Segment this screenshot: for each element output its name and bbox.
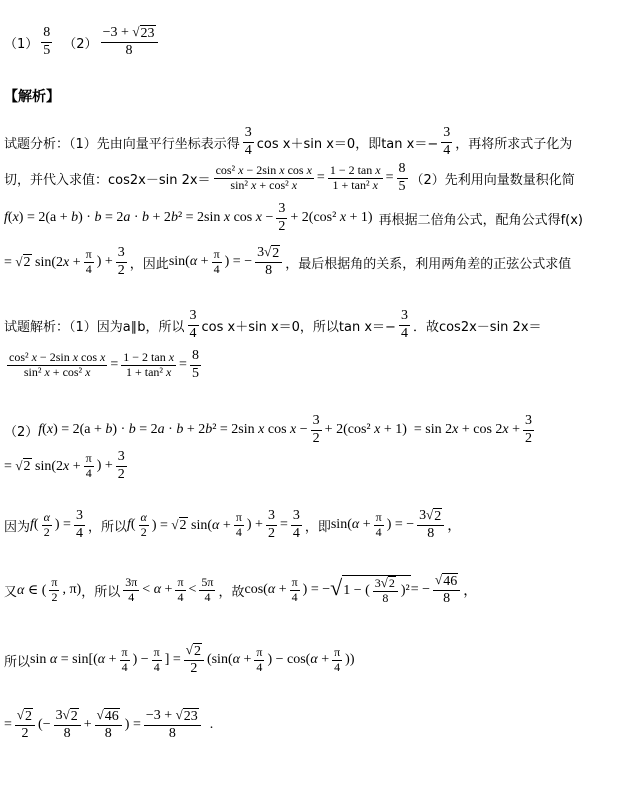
frac-3sqrt2-8: 3 √ 2 8	[417, 508, 444, 541]
frac-pi-4: $\frac{\pi}{4}$	[375, 509, 382, 539]
frac-alpha-2: α 2	[43, 509, 50, 539]
section-header	[4, 84, 60, 108]
frac-pi-4: $\frac{\pi}{4}$	[177, 574, 184, 604]
frac-3-4: 3 4	[244, 125, 252, 158]
solution-text-4: 因为	[4, 519, 31, 535]
answer-part1-label: （1）	[4, 36, 39, 52]
frac-tan: $\frac{\text{1 − 2 tan x}}{\text{1 + tan² x}}$	[329, 162, 381, 192]
analysis-line-4: = √ 2 sin(2x + $\frac{\pi}{4}$ ) + $\frac{3}{2}$ ，因此 sin(α + $\frac{\pi}{4}$ ) = − 3 √ 2 8 ，最后根据角的关系，利用两角差的正弦公式求值	[4, 244, 572, 278]
solution-line-8: = √ 2 2 (− 3 √ 2 8 + √ 46 8 ) = −3 + √ 23 8 .	[4, 707, 214, 741]
frac-3-4: $\frac{3}{4}$	[400, 308, 408, 341]
solution-line-1	[4, 305, 542, 345]
solution-line-4: = √ 2 sin(2x + $\frac{\pi}{4}$ ) + $\frac{3}{2}$	[4, 449, 125, 482]
frac-pi-4: $\frac{\pi}{4}$	[121, 644, 128, 674]
analysis-text-1: 试题分析：（1）先由向量平行坐标表示得	[4, 136, 240, 152]
frac-3pi-4: 3π 4	[125, 574, 138, 604]
solution-line-5: 因为 f( α 2 ) = $\frac{3}{4}$ ，所以 f( α 2 ) = √ 2 sin(α + $\frac{\pi}{4}$ ) + $\frac{3}{2}$ = $\frac{3}{4}$ ，即 sin(α + $\frac{\pi}{4}$ ) = − 3 √ 2 8 ，	[4, 507, 462, 541]
frac-3-4: $\frac{3}{4}$	[292, 508, 300, 541]
analysis-line-3: f(x) = 2(a + b) · b = 2a · b + 2b² = 2sin x cos x − $\frac{3}{2}$ + 2(cos² x + 1) 再根据二倍角公式，配角公式得f(x)	[4, 201, 584, 234]
frac-3-2: $\frac{3}{2}$	[278, 201, 286, 234]
frac-3-2: $\frac{3}{2}$	[267, 508, 275, 541]
frac-pi-4: $\frac{\pi}{4}$	[291, 574, 298, 604]
frac-3-2: $\frac{3}{2}$	[117, 245, 125, 278]
frac-trig: $\frac{\text{cos² x − 2sin x cos x}}{\text{sin² x + cos² x}}$	[9, 349, 106, 379]
answer-part1-value: 8 5	[43, 25, 51, 58]
frac-8-5: $\frac{8}{5}$	[398, 161, 406, 194]
analysis-text-7: ，因此	[129, 256, 169, 272]
sqrt-expression: √ 1 − ( 3 √ 2 8 )²	[330, 574, 410, 605]
frac-3-4: $\frac{3}{4}$	[443, 125, 451, 158]
solution-text-8: ，所以	[81, 584, 121, 600]
analysis-line-1	[4, 122, 572, 162]
frac-pi-4: $\frac{\pi}{4}$	[85, 246, 92, 276]
frac-trig: $\frac{\text{cos² x − 2sin x cos x}}{\text{sin² x + cos² x}}$	[215, 162, 312, 192]
solution-part2-label: （2）	[4, 424, 39, 440]
analysis-header: 【解析】	[4, 89, 60, 105]
solution-line-7: 所以 sin α = sin[(α + $\frac{\pi}{4}$ ) − $\frac{\pi}{4}$ ] = √ 2 2 (sin(α + $\frac{\pi}{4}$ ) − cos(α + $\frac{\pi}{4}$ ))	[4, 642, 355, 676]
analysis-text-8: ，最后根据角的关系，利用两角差的正弦公式求值	[285, 256, 572, 272]
frac-3-4: $\frac{3}{4}$	[75, 508, 83, 541]
frac-pi-4: $\frac{\pi}{4}$	[153, 644, 160, 674]
frac-sqrt46-8: √ 46 8	[95, 708, 122, 741]
frac-sqrt2-2: √ 2 2	[184, 643, 204, 676]
frac-pi-4: $\frac{\pi}{4}$	[256, 644, 263, 674]
solution-text-1: 试题解析：（1）因为a∥b，所以	[4, 319, 185, 335]
answer-part2-label: （2）	[63, 36, 98, 52]
analysis-text-6: 再根据二倍角公式，配角公式得f(x)	[378, 212, 584, 228]
frac-3sqrt2-8: 3 √ 2 8	[255, 245, 282, 278]
frac-pi-4: $\frac{\pi}{4}$	[213, 246, 220, 276]
frac-3-2: $\frac{3}{2}$	[312, 413, 320, 446]
frac-8-5: $\frac{8}{5}$	[191, 348, 199, 381]
answer-line	[4, 22, 161, 62]
solution-text-3: ．故cos2x－sin 2x＝	[412, 319, 542, 335]
solution-line-6: 又 α ∈ ( π 2 , π) ，所以 3π 4 < α + $\frac{\pi}{4}$ < 5π 4 ，故 cos(α + $\frac{\pi}{4}$ ) = − √ 1 − ( 3 √ 2 8 )² = − √ 46 8 ，	[4, 572, 478, 606]
solution-text-10: 所以	[4, 654, 31, 670]
frac-sqrt46-8: √ 46 8	[433, 573, 460, 606]
frac-3-4: 3 4	[189, 308, 197, 341]
analysis-text-3: ，再将所求式子化为	[455, 136, 573, 152]
frac-pi-4: $\frac{\pi}{4}$	[334, 644, 341, 674]
frac-pi-4: $\frac{\pi}{4}$	[235, 509, 242, 539]
solution-text-9: ，故	[218, 584, 245, 600]
solution-line-2: $\frac{\text{cos² x − 2sin x cos x}}{\text{sin² x + cos² x}}$ = $\frac{\text{1 − 2 tan x}}{\text{1 + tan² x}}$ = $\frac{8}{5}$	[9, 348, 199, 381]
answer-part2-value: −3 + √ 23 8	[101, 25, 158, 58]
frac-3sqrt2-8: 3 √ 2 8	[54, 708, 81, 741]
frac-3-2: $\frac{3}{2}$	[525, 413, 533, 446]
frac-sqrt2-2: √ 2 2	[15, 708, 35, 741]
analysis-text-5: （2）先利用向量数量积化简	[410, 172, 575, 188]
solution-text-7: 又	[4, 584, 18, 600]
solution-text-5: ，所以	[87, 519, 127, 535]
solution-text-2: cos x＋sin x＝0，所以tan x＝−	[201, 319, 396, 335]
frac-tan: $\frac{\text{1 − 2 tan x}}{\text{1 + tan² x}}$	[123, 349, 175, 379]
frac-pi-2: π 2	[51, 574, 58, 604]
analysis-line-2: 切，并代入求值：cos2x－sin 2x＝ $\frac{\text{cos² x − 2sin x cos x}}{\text{sin² x + cos² x}}$ = $\frac{\text{1 − 2 tan x}}{\text{1 + tan² x}}$ = $\frac{8}{5}$ （2）先利用向量数量积化简	[4, 161, 575, 194]
solution-text-6: ，即	[304, 519, 331, 535]
frac-5pi-4: 5π 4	[201, 574, 214, 604]
frac-3-2: $\frac{3}{2}$	[117, 449, 125, 482]
frac-alpha-2: α 2	[140, 509, 147, 539]
solution-line-3: （2） f(x) = 2(a + b) · b = 2a · b + 2b² = 2sin x cos x − $\frac{3}{2}$ + 2(cos² x + 1) = sin 2x + cos 2x + $\frac{3}{2}$	[4, 413, 533, 446]
final-answer: −3 + √ 23 8	[144, 708, 201, 741]
frac-pi-4: $\frac{\pi}{4}$	[85, 450, 92, 480]
analysis-text-2: cos x＋sin x＝0，即tan x＝−	[256, 136, 439, 152]
analysis-text-4: 切，并代入求值：cos2x－sin 2x＝	[4, 172, 211, 188]
